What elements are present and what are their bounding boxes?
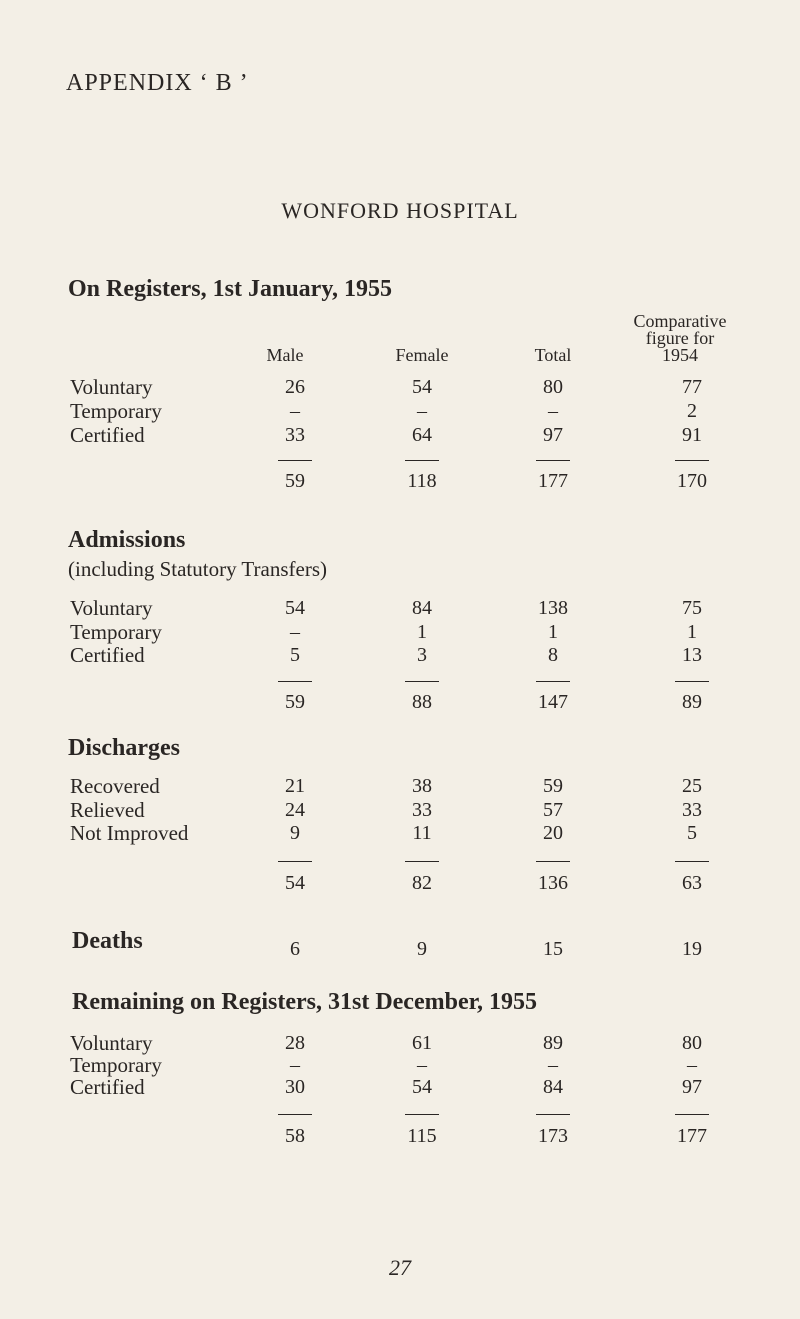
deaths-female: 9	[417, 938, 427, 960]
total-total: 147	[538, 691, 568, 713]
appendix-title: APPENDIX ‘ B ’	[66, 70, 249, 96]
cell-comp: 1	[687, 621, 697, 643]
total-rule	[675, 460, 709, 461]
row-label: Recovered	[70, 774, 160, 798]
cell-total: 20	[543, 822, 563, 844]
row-label: Certified	[70, 423, 145, 447]
col-comparative-header-1: Comparative	[633, 311, 727, 331]
total-female: 118	[407, 470, 437, 492]
row-label: Voluntary	[70, 1031, 153, 1055]
cell-comp: 5	[687, 822, 697, 844]
cell-female: 11	[412, 822, 432, 844]
cell-male: 33	[285, 424, 305, 446]
cell-female: 38	[412, 775, 432, 797]
cell-male: 21	[285, 775, 305, 797]
cell-comp: 80	[682, 1032, 702, 1054]
row-label: Temporary	[70, 1053, 162, 1077]
col-female-header: Female	[395, 345, 449, 365]
cell-comp: 2	[687, 400, 697, 422]
hospital-title: WONFORD HOSPITAL	[281, 198, 519, 223]
admissions-subheading: (including Statutory Transfers)	[68, 557, 327, 581]
cell-comp: 25	[682, 775, 702, 797]
row-label: Temporary	[70, 399, 162, 423]
cell-total: –	[548, 400, 558, 422]
total-rule	[675, 1114, 709, 1115]
cell-male: 9	[290, 822, 300, 844]
cell-comp: 75	[682, 597, 702, 619]
cell-female: 1	[417, 621, 427, 643]
total-comp: 177	[677, 1125, 707, 1147]
cell-male: 30	[285, 1076, 305, 1098]
total-comp: 170	[677, 470, 707, 492]
row-label: Certified	[70, 1075, 145, 1099]
page-number: 27	[389, 1255, 411, 1280]
total-male: 59	[285, 470, 305, 492]
total-rule	[278, 861, 312, 862]
row-label: Not Improved	[70, 821, 189, 845]
total-rule	[405, 681, 439, 682]
total-rule	[536, 861, 570, 862]
deaths-total: 15	[543, 938, 563, 960]
cell-total: –	[548, 1054, 558, 1076]
total-rule	[405, 460, 439, 461]
registers-start-heading: On Registers, 1st January, 1955	[68, 276, 392, 302]
col-total-header: Total	[534, 345, 572, 365]
cell-total: 1	[548, 621, 558, 643]
total-rule	[536, 1114, 570, 1115]
cell-male: 54	[285, 597, 305, 619]
col-male-header: Male	[266, 345, 304, 365]
col-comparative-header-3: 1954	[662, 345, 698, 365]
admissions-heading: Admissions	[68, 527, 186, 553]
total-female: 88	[412, 691, 432, 713]
row-label: Certified	[70, 643, 145, 667]
row-label: Voluntary	[70, 596, 153, 620]
cell-comp: 91	[682, 424, 702, 446]
row-label: Temporary	[70, 620, 162, 644]
total-rule	[405, 861, 439, 862]
cell-female: 54	[412, 1076, 432, 1098]
cell-male: –	[290, 621, 300, 643]
cell-female: –	[417, 400, 427, 422]
total-rule	[278, 1114, 312, 1115]
total-rule	[536, 681, 570, 682]
cell-comp: –	[687, 1054, 697, 1076]
total-total: 136	[538, 872, 568, 894]
cell-male: 28	[285, 1032, 305, 1054]
total-male: 54	[285, 872, 305, 894]
total-comp: 89	[682, 691, 702, 713]
cell-total: 97	[543, 424, 563, 446]
total-female: 82	[412, 872, 432, 894]
cell-total: 8	[548, 644, 558, 666]
total-total: 177	[538, 470, 568, 492]
cell-comp: 33	[682, 799, 702, 821]
cell-female: 64	[412, 424, 432, 446]
deaths-heading: Deaths	[72, 928, 143, 954]
cell-female: –	[417, 1054, 427, 1076]
cell-total: 138	[538, 597, 568, 619]
cell-comp: 97	[682, 1076, 702, 1098]
cell-male: 24	[285, 799, 305, 821]
cell-female: 54	[412, 376, 432, 398]
cell-total: 59	[543, 775, 563, 797]
deaths-comp: 19	[682, 938, 702, 960]
cell-comp: 77	[682, 376, 702, 398]
total-rule	[675, 681, 709, 682]
row-label: Relieved	[70, 798, 145, 822]
row-label: Voluntary	[70, 375, 153, 399]
cell-male: –	[290, 1054, 300, 1076]
total-rule	[405, 1114, 439, 1115]
cell-male: –	[290, 400, 300, 422]
cell-total: 80	[543, 376, 563, 398]
total-rule	[675, 861, 709, 862]
total-male: 59	[285, 691, 305, 713]
cell-male: 5	[290, 644, 300, 666]
registers-end-heading: Remaining on Registers, 31st December, 1955	[72, 989, 538, 1015]
discharges-heading: Discharges	[68, 735, 180, 761]
cell-total: 84	[543, 1076, 563, 1098]
cell-total: 57	[543, 799, 563, 821]
total-female: 115	[407, 1125, 437, 1147]
cell-female: 33	[412, 799, 432, 821]
total-rule	[278, 460, 312, 461]
cell-female: 84	[412, 597, 432, 619]
total-rule	[278, 681, 312, 682]
cell-total: 89	[543, 1032, 563, 1054]
cell-female: 3	[417, 644, 427, 666]
deaths-male: 6	[290, 938, 300, 960]
col-comparative-header-2: figure for	[645, 328, 715, 348]
total-male: 58	[285, 1125, 305, 1147]
total-comp: 63	[682, 872, 702, 894]
cell-female: 61	[412, 1032, 432, 1054]
total-total: 173	[538, 1125, 568, 1147]
cell-comp: 13	[682, 644, 702, 666]
cell-male: 26	[285, 376, 305, 398]
total-rule	[536, 460, 570, 461]
